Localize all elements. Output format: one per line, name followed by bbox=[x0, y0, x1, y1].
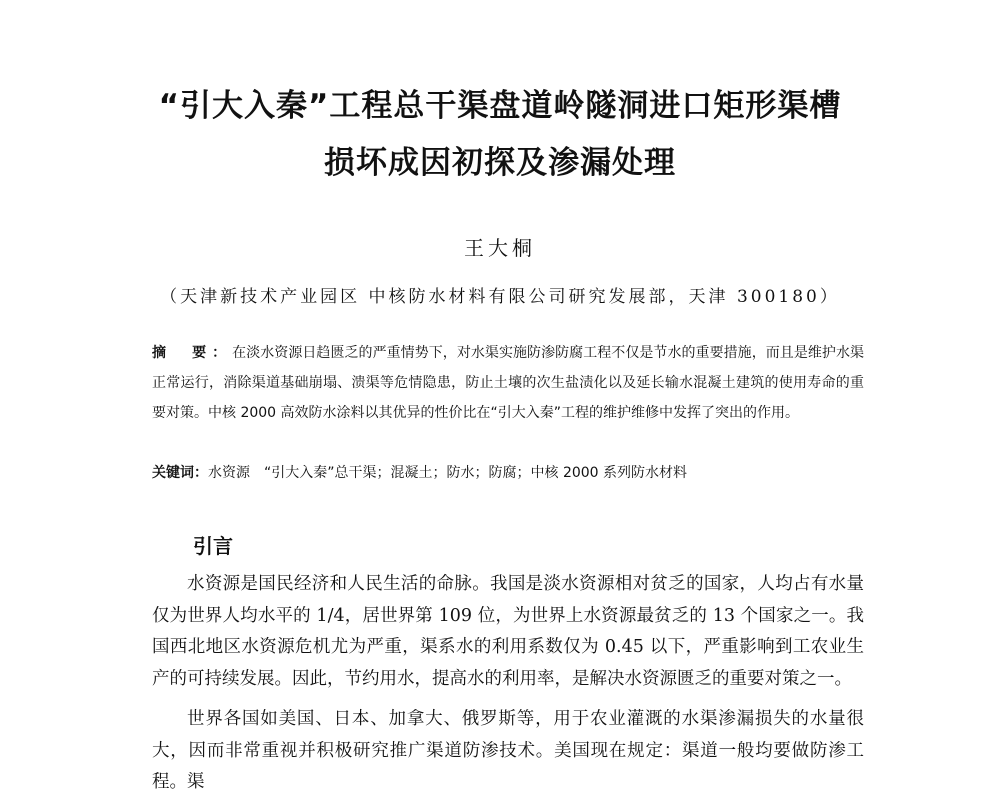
section-heading-introduction: 引言 bbox=[193, 534, 233, 558]
intro-paragraph: 世界各国如美国、日本、加拿大、俄罗斯等，用于农业灌溉的水渠渗漏损失的水量很大，因而非常重视并积极研究推广渠道防渗技术。美国现在规定：渠道一般均要做防渗工程。渠 bbox=[152, 709, 864, 792]
paper-title-line-1: “引大入秦”工程总干渠盘道岭隧洞进口矩形渠槽 bbox=[158, 88, 842, 124]
abstract-text: 在淡水资源日趋匮乏的严重情势下，对水渠实施防渗防腐工程不仅是节水的重要措施，而且是维护水渠正常运行，消除渠道基础崩塌、溃渠等危情隐患，防止土壤的次生盐渍化以及延长输水混凝土建筑的使用寿命的重要对策。中核 2000 高效防水涂料以其优异的性价比在“引大入秦”工程的维护维修中发挥了突出的作用。 bbox=[152, 345, 865, 421]
abstract-label: 摘 要： bbox=[152, 345, 233, 361]
keywords-text: 水资源 “引大入秦”总干渠；混凝土；防水；防腐；中核 2000 系列防水材料 bbox=[208, 465, 688, 481]
keywords bbox=[152, 458, 864, 488]
paper-title-line-2: 损坏成因初探及渗漏处理 bbox=[324, 145, 676, 181]
author-affiliation: （天津新技术产业园区 中核防水材料有限公司研究发展部，天津 300180） bbox=[160, 287, 840, 307]
keywords-label: 关键词： bbox=[152, 465, 208, 481]
abstract bbox=[152, 338, 864, 428]
intro-paragraph: 水资源是国民经济和人民生活的命脉。我国是淡水资源相对贫乏的国家，人均占有水量仅为世界人均水平的 1/4，居世界第 109 位，为世界上水资源最贫乏的 13 个国家之一。我国西北地区水资源危机尤为严重，渠系水的利用系数仅为 0.45 以下，严重影响到工农业生产的可持续发展。因此，节约用水，提高水的利用率，是解决水资源匮乏的重要对策之一。 bbox=[152, 574, 864, 689]
author-name: 王大桐 bbox=[464, 236, 536, 260]
